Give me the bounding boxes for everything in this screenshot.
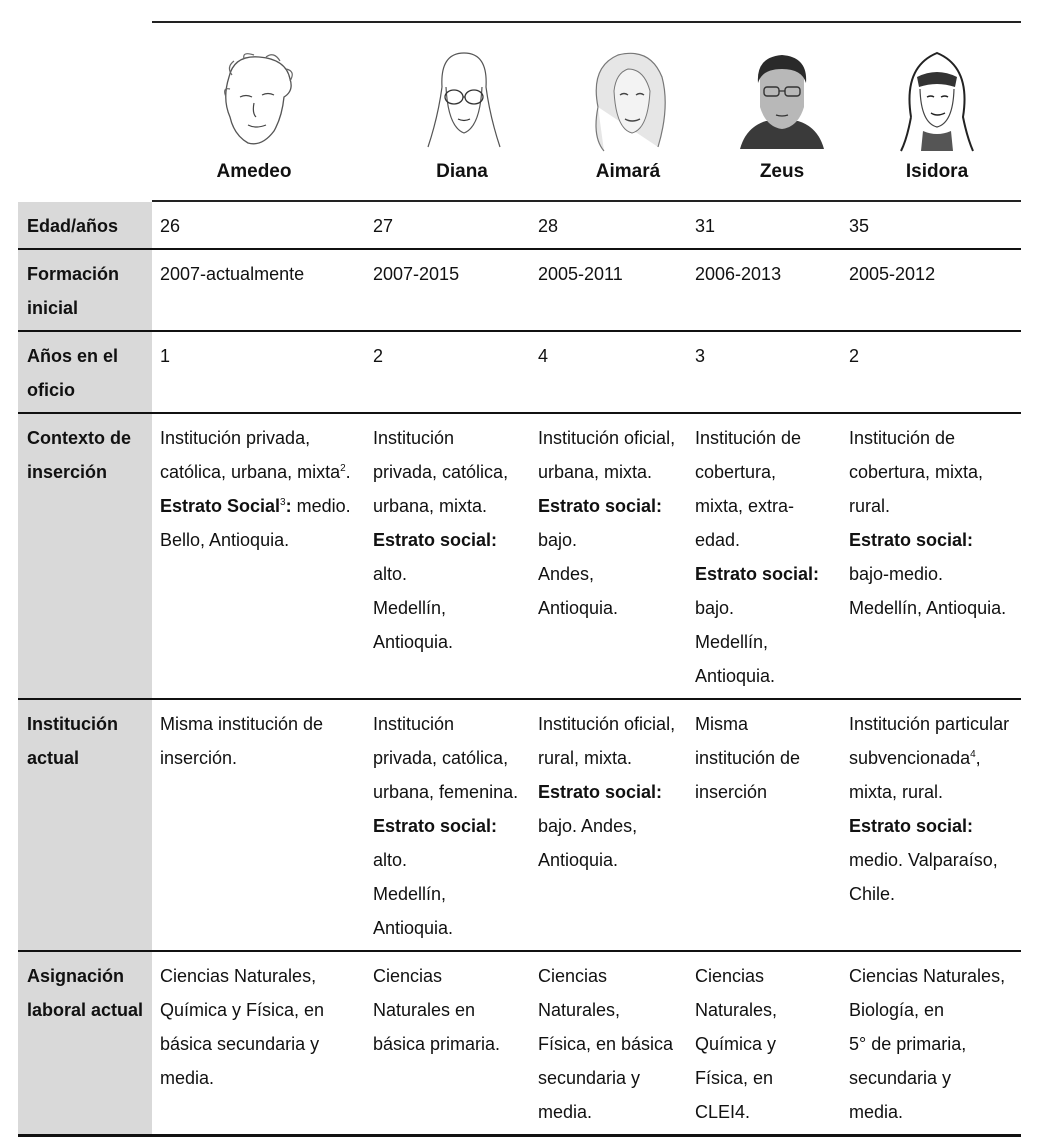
row-label: Institución actual: [18, 700, 152, 950]
person-column-header: [174, 23, 334, 185]
table-cell: 2: [373, 346, 384, 366]
teacher-profiles-table: [18, 21, 1021, 1137]
table-cell: 2006-2013: [695, 264, 782, 284]
table-row-formacion: [18, 250, 1021, 332]
table-cell: Ciencias Naturales, Física, en básica secundaria y media.: [538, 966, 674, 1122]
table-cell: Institución particular subvencionada$^4$, mixta, rural. Estrato social: medio. Valparaíso, Chile.: [849, 714, 1010, 904]
table-cell: Institución privada, católica, urbana, femenina. Estrato social: alto. Medellín, Antioquia.: [373, 714, 519, 938]
table-row-institucion-actual: [18, 700, 1021, 952]
person-name: Aimará: [595, 161, 661, 182]
person-name: Diana: [436, 161, 488, 182]
person-column-header: [548, 23, 708, 185]
table-cell: 3: [695, 346, 706, 366]
table-cell: Institución privada, católica, urbana, mixta. Estrato social: alto. Medellín, Antioquia.: [373, 428, 509, 652]
table-cell: Institución privada, católica, urbana, mixta$^2$. Estrato Social$^3$: medio. Bello, Antioquia.: [160, 428, 351, 550]
row-label: Edad/años: [18, 202, 152, 248]
header-row: [152, 21, 1021, 202]
table-cell: Institución oficial, rural, mixta. Estrato social: bajo. Andes, Antioquia.: [538, 714, 676, 870]
person-column-header: [702, 23, 862, 185]
table-row-anos-oficio: [18, 332, 1021, 414]
person-name: Zeus: [759, 161, 805, 182]
table-row-asignacion: [18, 952, 1021, 1137]
portrait-aimara-icon: [578, 47, 678, 153]
footnote-ref: 4: [970, 749, 976, 760]
table-cell: Ciencias Naturales en básica primaria.: [373, 966, 501, 1054]
table-cell: 2007-2015: [373, 264, 460, 284]
table-cell: 2005-2012: [849, 264, 936, 284]
table-cell: Ciencias Naturales, Biología, en 5° de primaria, secundaria y media.: [849, 966, 1006, 1122]
person-name: Amedeo: [216, 161, 292, 182]
row-label: Contexto de inserción: [18, 414, 152, 698]
footnote-ref: 3: [280, 497, 286, 508]
table-cell: 1: [160, 346, 171, 366]
table-cell: Misma institución de inserción: [695, 714, 801, 802]
table-cell: Institución oficial, urbana, mixta. Estrato social: bajo. Andes, Antioquia.: [538, 428, 676, 618]
table-cell: 27: [373, 216, 394, 236]
row-label: Asignación laboral actual: [18, 952, 152, 1134]
person-name: Isidora: [905, 161, 969, 182]
table-cell: 26: [160, 216, 181, 236]
portrait-diana-icon: [412, 47, 512, 153]
table-row-contexto: [18, 414, 1021, 700]
table-row-edad: [18, 202, 1021, 250]
table-cell: Ciencias Naturales, Química y Física, en básica secundaria y media.: [160, 966, 325, 1088]
table-cell: 28: [538, 216, 559, 236]
table-cell: 2: [849, 346, 860, 366]
table-cell: 4: [538, 346, 549, 366]
table-cell: 2007-actualmente: [160, 264, 305, 284]
table-cell: 31: [695, 216, 716, 236]
person-column-header: [382, 23, 542, 185]
table-cell: Institución de cobertura, mixta, extra- edad. Estrato social: bajo. Medellín, Antioquia.: [695, 428, 820, 686]
table-cell: Misma institución de inserción.: [160, 714, 324, 768]
footnote-ref: 2: [340, 463, 346, 474]
row-label: Años en el oficio: [18, 332, 152, 412]
table-cell: 2005-2011: [538, 264, 623, 284]
row-label: Formación inicial: [18, 250, 152, 330]
table-cell: 35: [849, 216, 870, 236]
table-cell: Ciencias Naturales, Química y Física, en CLEI4.: [695, 966, 778, 1122]
portrait-amedeo-icon: [204, 47, 304, 153]
portrait-zeus-icon: [732, 47, 832, 153]
table-cell: Institución de cobertura, mixta, rural. Estrato social: bajo-medio. Medellín, Antioquia.: [849, 428, 1007, 618]
portrait-isidora-icon: [887, 47, 987, 153]
person-column-header: [857, 23, 1017, 185]
